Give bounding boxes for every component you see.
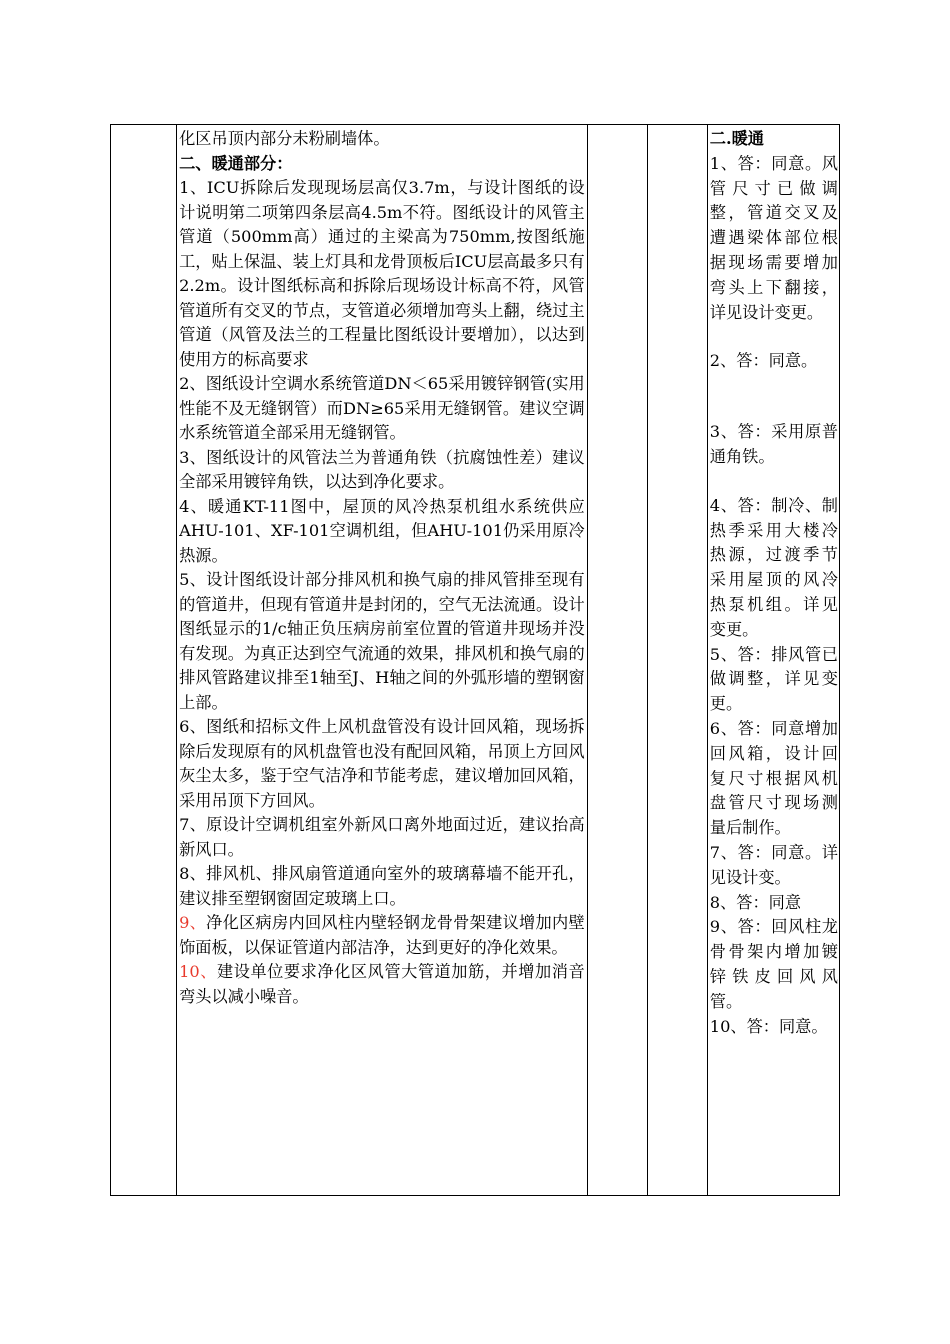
issue-item bbox=[179, 446, 585, 495]
reply-cell bbox=[707, 125, 839, 1196]
item-text: 原设计空调机组室外新风口离外地面过近，建议抬高新风口。 bbox=[179, 815, 585, 859]
spacer bbox=[710, 470, 838, 494]
item-number: 8、 bbox=[179, 864, 207, 883]
item-text: 图纸和招标文件上风机盘管没有设计回风箱，现场拆除后发现原有的风机盘管也没有配回风箱，吊顶上方回风灰尘太多，鉴于空气洁净和节能考虑，建议增加回风箱，采用吊顶下方回风。 bbox=[179, 717, 585, 810]
reply-item: 6、答：同意增加回风箱，设计回复尺寸根据风机盘管尺寸现场测量后制作。 bbox=[709, 718, 838, 838]
reply-title: 二.暖通 bbox=[709, 129, 764, 148]
section-title: 二、暖通部分： bbox=[179, 153, 293, 173]
item-number: 4、 bbox=[179, 496, 208, 516]
item-number: 2、 bbox=[179, 374, 206, 393]
table-row bbox=[111, 125, 840, 1196]
issue-item bbox=[179, 176, 585, 372]
item-text: ICU拆除后发现现场层高仅3.7m，与设计图纸的设计说明第二项第四条层高4.5m不符。图纸设计的风管主管道（500mm高）通过的主梁高为750mm,按图纸施工，贴上保温、装上灯具和龙骨顶板后ICU层高最多只有2.2m。设计图纸标高和拆除后现场设计标高不符，风管管道所有交叉的节点，支管道必须增加弯头上翻，绕过主管道（风管及法兰的工程量比图纸设计要增加），以达到使用方的标高要求 bbox=[179, 178, 585, 369]
issue-item bbox=[179, 568, 585, 715]
item-text: 暖通KT-11图中，屋顶的风冷热泵机组水系统供应AHU-101、XF-101空调机组，但AHU-101仍采用原冷热源。 bbox=[179, 496, 585, 565]
intro-line: 化区吊顶内部分未粉刷墙体。 bbox=[179, 129, 390, 148]
reply-item: 3、答：采用原普通角铁。 bbox=[709, 422, 838, 466]
item-text: 设计图纸设计部分排风机和换气扇的排风管排至现有的管道井，但现有管道井是封闭的，空气无法流通。设计图纸显示的1/c轴正负压病房前室位置的管道井现场并没有发现。为真正达到空气流通的效果，排风机和换气扇的排风管路建议排至1轴至J、H轴之间的外弧形墙的塑钢窗上部。 bbox=[179, 570, 585, 712]
reply-item: 8、答：同意 bbox=[709, 892, 802, 912]
review-table bbox=[110, 124, 840, 1196]
reply-item: 4、答：制冷、制热季采用大楼冷热源，过渡季节采用屋顶的风冷热泵机组。详见变更。 bbox=[709, 495, 838, 639]
item-number: 1、 bbox=[179, 178, 207, 197]
issue-item bbox=[179, 911, 585, 960]
blank-cell-middle-2 bbox=[647, 125, 707, 1196]
blank-cell-left bbox=[111, 125, 177, 1196]
item-number: 5、 bbox=[179, 570, 207, 589]
issue-item bbox=[179, 813, 585, 862]
item-number: 3、 bbox=[179, 447, 207, 467]
item-text: 建设单位要求净化区风管大管道加筋，并增加消音弯头以减小噪音。 bbox=[179, 962, 585, 1006]
spacer bbox=[710, 325, 838, 349]
issue-item bbox=[179, 960, 585, 1009]
spacer bbox=[710, 374, 838, 420]
item-number-red: 10、 bbox=[179, 962, 217, 981]
issue-item bbox=[179, 862, 585, 911]
reply-item: 7、答：同意。详见设计变。 bbox=[709, 842, 838, 887]
issue-item bbox=[179, 495, 585, 569]
item-number: 7、 bbox=[179, 815, 207, 834]
item-number-red: 9、 bbox=[179, 913, 207, 932]
reply-item: 9、答：回风柱龙骨骨架内增加镀锌铁皮回风风管。 bbox=[709, 917, 838, 1011]
item-text: 排风机、排风扇管道通向室外的玻璃幕墙不能开孔，建议排至塑钢窗固定玻璃上口。 bbox=[179, 864, 585, 908]
reply-item: 5、答：排风管已做调整，详见变更。 bbox=[709, 644, 838, 714]
reply-item: 10、答：同意。 bbox=[709, 1016, 828, 1036]
issues-cell bbox=[177, 125, 588, 1196]
item-text: 图纸设计的风管法兰为普通角铁（抗腐蚀性差）建议全部采用镀锌角铁，以达到净化要求。 bbox=[179, 447, 585, 491]
item-text: 图纸设计空调水系统管道DN＜65采用镀锌钢管(实用性能不及无缝钢管）而DN≥65采用无缝钢管。建议空调水系统管道全部采用无缝钢管。 bbox=[179, 374, 585, 442]
blank-cell-middle bbox=[587, 125, 647, 1196]
item-number: 6、 bbox=[179, 717, 207, 736]
item-text: 净化区病房内回风柱内壁轻钢龙骨骨架建议增加内壁饰面板，以保证管道内部洁净，达到更好的净化效果。 bbox=[179, 913, 585, 957]
reply-item: 1、答：同意。风管尺寸已做调整，管道交叉及遭遇梁体部位根据现场需要增加弯头上下翻接，详见设计变更。 bbox=[709, 153, 838, 322]
reply-item: 2、答：同意。 bbox=[709, 351, 818, 371]
issue-item bbox=[179, 372, 585, 446]
issue-item bbox=[179, 715, 585, 813]
